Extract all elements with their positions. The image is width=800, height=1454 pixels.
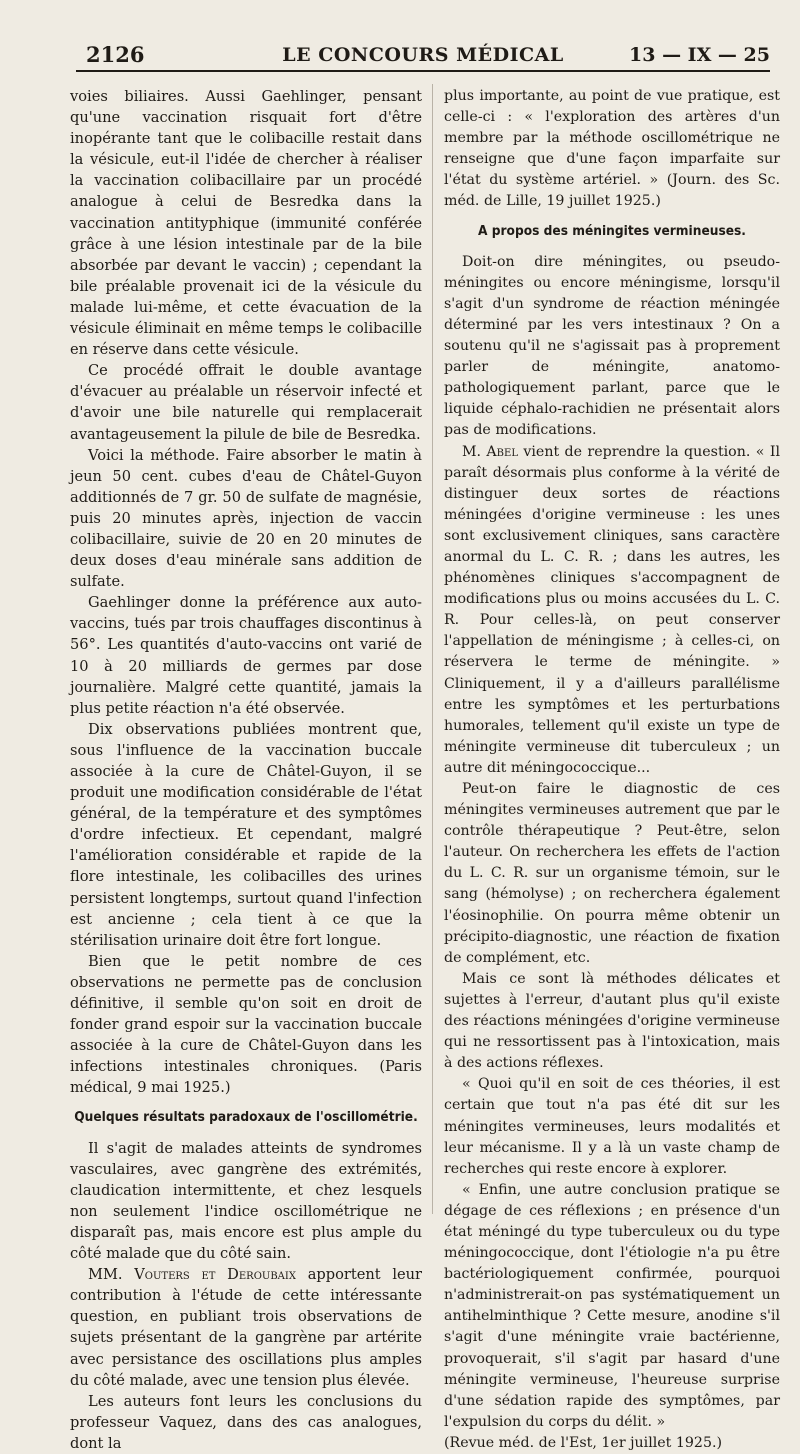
page-number: 2126 (86, 42, 145, 67)
section-heading: Quelques résultats paradoxaux de l'oscillométrie. (74, 1108, 418, 1125)
citation: (Paris médical, 9 mai 1925.) (70, 1058, 423, 1097)
paragraph: Voici la méthode. Faire absorber le matin à jeun 50 cent. cubes d'eau de Châtel-Guyon additionnés de 7 gr. 50 de sulfate de magnésie, puis 20 minutes après, injection de vaccin colibacillaire, suivie de 20 en 20 minutes de deux doses d'eau minérale sans addition de sulfate. (70, 446, 422, 591)
paragraph: « Enfin, une autre conclusion pratique se dégage de ces réflexions ; en présence d'un état méningé du type tuberculeux ou du type méningococcique, dont l'étiologie n'a pu être bactériologiquement confirmée, pourquoi n'administrerait-on pas systématiquement un antihelminthique ? Cette mesure, anodine s'il s'agit d'une méningite vraie bactérienne, provoquerait, s'il s'agit par hasard d'une méningite vermineuse, l'heureuse surprise d'une sédation rapide des symptômes, par l'expulsion du corps du délit. » (444, 1181, 780, 1430)
issue-date: 13 — IX — 25 (629, 44, 770, 66)
paragraph: Ce procédé offrait le double avantage d'évacuer au préalable un réservoir infecté et d'avoir une bile naturelle qui remplacerait avantageusement la pilule de bile de Besredka. (70, 362, 422, 443)
paragraph (444, 86, 780, 213)
journal-title: LE CONCOURS MÉDICAL (282, 44, 564, 66)
page-header (76, 40, 770, 74)
section-heading: A propos des méningites vermineuses. (478, 222, 746, 239)
left-column (70, 86, 422, 1454)
paragraph: « Quoi qu'il en soit de ces théories, il est certain que tout n'a pas été dit sur les méningites vermineuses, leurs modalités et leur mécanisme. Il y a là un vaste champ de recherches qui reste encore à explorer. (444, 1076, 780, 1177)
paragraph: Il s'agit de malades atteints de syndromes vasculaires, avec gangrène des extrémités, claudication intermittente, et chez lesquels non seulement l'indice oscillométrique ne disparaît pas, mais encore est plus ample du côté malade que du côté sain. (70, 1139, 422, 1263)
right-column (444, 86, 780, 1454)
paragraph: Gaehlinger donne la préférence aux auto-vaccins, tués par trois chauffages discontinus à 56°. Les quantités d'auto-vaccins ont varié de 10 à 20 milliards de germes par dose journalière. Malgré cette quantité, jamais la plus petite réaction n'a été observée. (70, 594, 422, 717)
paragraph: Peut-on faire le diagnostic de ces méningites vermineuses autrement que par le contrôle thérapeutique ? Peut-être, selon l'auteur. On recherchera les effets de l'action du L. C. R. sur un organisme témoin, sur le sang (hémolyse) ; on recherchera également l'éosinophilie. On pourra même obtenir un précipito-diagnostic, une réaction de fixation de complément, etc. (444, 781, 780, 966)
paragraph: Les auteurs font leurs les conclusions du professeur Vaquez, dans des cas analogues, dont la (70, 1392, 422, 1452)
paragraph (70, 1264, 422, 1391)
paragraph-text: plus importante, au point de vue pratique, est celle-ci : « l'exploration des artères d'un membre par la méthode oscillométrique ne renseigne que d'une façon imparfaite sur l'état du système artériel. » (444, 88, 780, 189)
paragraph-text: Bien que le petit nombre de ces observations ne permette pas de conclusion définitive, il semble qu'on soit en droit de fonder grand espoir sur la vaccination buccale associée à la cure de Châtel-Guyon dans les infections intestinales chroniques. (70, 952, 422, 1076)
paragraph: Doit-on dire méningites, ou pseudo-méningites ou encore méningisme, lorsqu'il s'agit d'un syndrome de réaction méningée déterminé par les vers intestinaux ? On a soutenu qu'il ne s'agissait pas à proprement parler de méningite, anatomo-pathologiquement parlant, parce que le liquide céphalo-rachidien ne présentait alors pas de modifications. (444, 253, 780, 439)
author-name: M. Abel (462, 443, 518, 460)
paragraph (70, 951, 422, 1099)
paragraph-text: vient de reprendre la question. « Il paraît désormais plus conforme à la vérité de distinguer deux sortes de réactions méningées d'origine vermineuse : les unes sont exclusivement cliniques, sans caractère anormal du L. C. R. ; dans les autres, les phénomènes cliniques s'accompagnent de modifications plus ou moins accusées du L. C. R. Pour celles-là, on peut conserver l'appellation de méningisme ; à celles-ci, on réservera le terme de méningite. » Cliniquement, il y a d'ailleurs parallélisme entre les symptômes et les perturbations humorales, tellement qu'il existe un type de méningite vermineuse dit tuberculeux ; un autre dit méningococcique... (444, 443, 780, 776)
paragraph: voies biliaires. Aussi Gaehlinger, pensant qu'une vaccination risquait fort d'être inopérante tant que le colibacille restait dans la vésicule, eut-il l'idée de chercher à réaliser la vaccination colibacillaire par un procédé analogue à celui de Besredka dans la vaccination antityphique (immunité conférée grâce à une lésion intestinale par de la bile absorbée par devant le vaccin) ; cependant la bile préalable provenait ici de la vésicule du malade lui-même, et cette évacuation de la vésicule éliminait en même temps le colibacille en réserve dans cette vésicule. (70, 88, 422, 359)
paragraph: Mais ce sont là méthodes délicates et sujettes à l'erreur, d'autant plus qu'il existe des réactions méningées d'origine vermineuse qui ne ressortissent pas à l'intoxication, mais à des actions réflexes. (444, 970, 780, 1072)
author-names: MM. Vouters et Deroubaix (88, 1266, 296, 1284)
header-rule (76, 70, 770, 72)
citation: (Revue méd. de l'Est, 1er juillet 1925.) (444, 1434, 723, 1451)
paragraph (444, 442, 780, 780)
paragraph-text: apportent leur contribution à l'étude de cette intéressante question, en publiant trois observations de sujets présentant de la gangrène par artérite avec persistance des oscillations plus amples du côté malade, avec une tension plus élevée. (70, 1266, 422, 1389)
paragraph: Dix observations publiées montrent que, sous l'influence de la vaccination buccale associée à la cure de Châtel-Guyon, il se produit une modification considérable de l'état général, de la température et des symptômes d'ordre infectieux. Et cependant, malgré l'amélioration considérable et rapide de la flore intestinale, les colibacilles des urines persistent longtemps, surtout quand l'infection est ancienne ; cela tient à ce que la stérilisation urinaire doit être fort longue. (70, 720, 422, 949)
column-divider (432, 84, 433, 1214)
citation: (Journ. des Sc. méd. de Lille, 19 juillet 1925.) (444, 172, 780, 210)
